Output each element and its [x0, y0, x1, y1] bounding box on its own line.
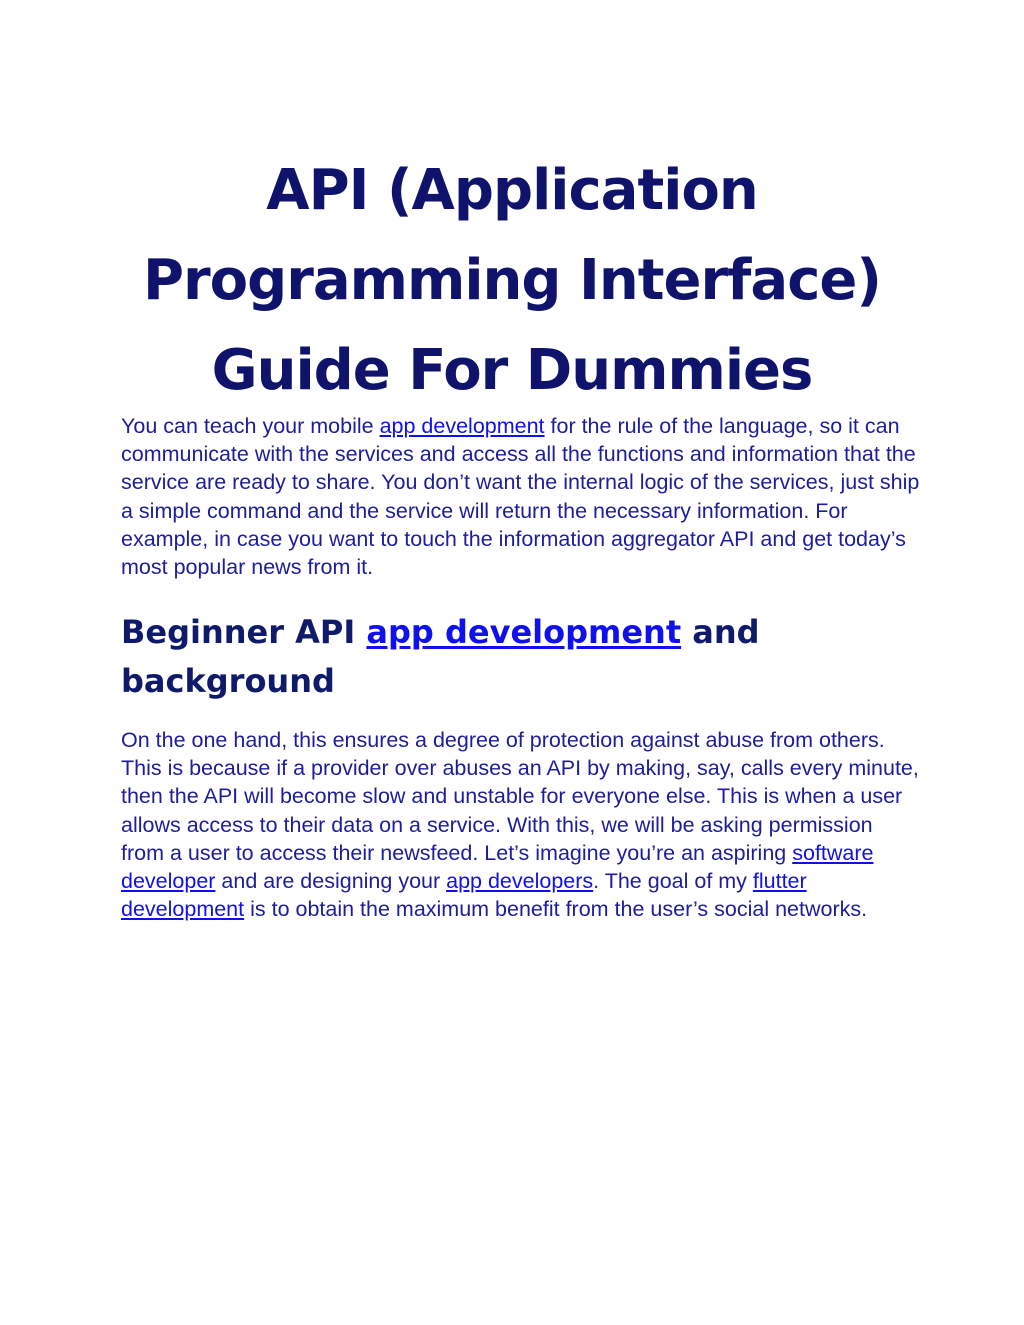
body-text-3: . The goal of my — [593, 869, 753, 894]
body-text-2: and are designing your — [215, 869, 447, 894]
intro-text-1: You can teach your mobile — [121, 414, 380, 438]
intro-text-2: for the rule of the language, so it can communicate with the services and access all the functions and information that the service are ready to share. You don’t want the internal logic of the services, just ship a simple command and the service will return the necessary information. For example, in case you want to touch the information aggregator API and get today’s most popular news from it. — [121, 414, 920, 580]
heading-app-development-link[interactable]: app development — [366, 613, 682, 651]
title-line-1: API (Application — [266, 158, 758, 223]
section-heading — [121, 608, 841, 706]
heading-text-1: Beginner API — [121, 613, 367, 651]
title-line-3: Guide For Dummies — [211, 338, 813, 403]
body-text-1: On the one hand, this ensures a degree of protection against abuse from others. This is because if a provider over abuses an API by making, say, calls every minute, then the API will become slow and unstable for everyone else. This is when a user allows access to their data on a service. With this, we will be asking permission from a user to access their newsfeed. Let’s imagine you’re an aspiring — [121, 728, 919, 865]
software-developer-link[interactable]: software developer — [121, 840, 874, 894]
app-development-link[interactable]: app development — [379, 414, 545, 438]
heading-text-2: and background — [121, 613, 760, 700]
body-text-4: is to obtain the maximum benefit from the user’s social networks. — [244, 897, 868, 922]
body-paragraph — [121, 726, 921, 923]
page-title — [100, 146, 924, 416]
flutter-development-link[interactable]: flutter development — [121, 869, 807, 922]
app-developers-link[interactable]: app developers — [446, 869, 594, 894]
title-line-2: Programming Interface) — [143, 248, 881, 313]
intro-paragraph — [121, 412, 921, 581]
